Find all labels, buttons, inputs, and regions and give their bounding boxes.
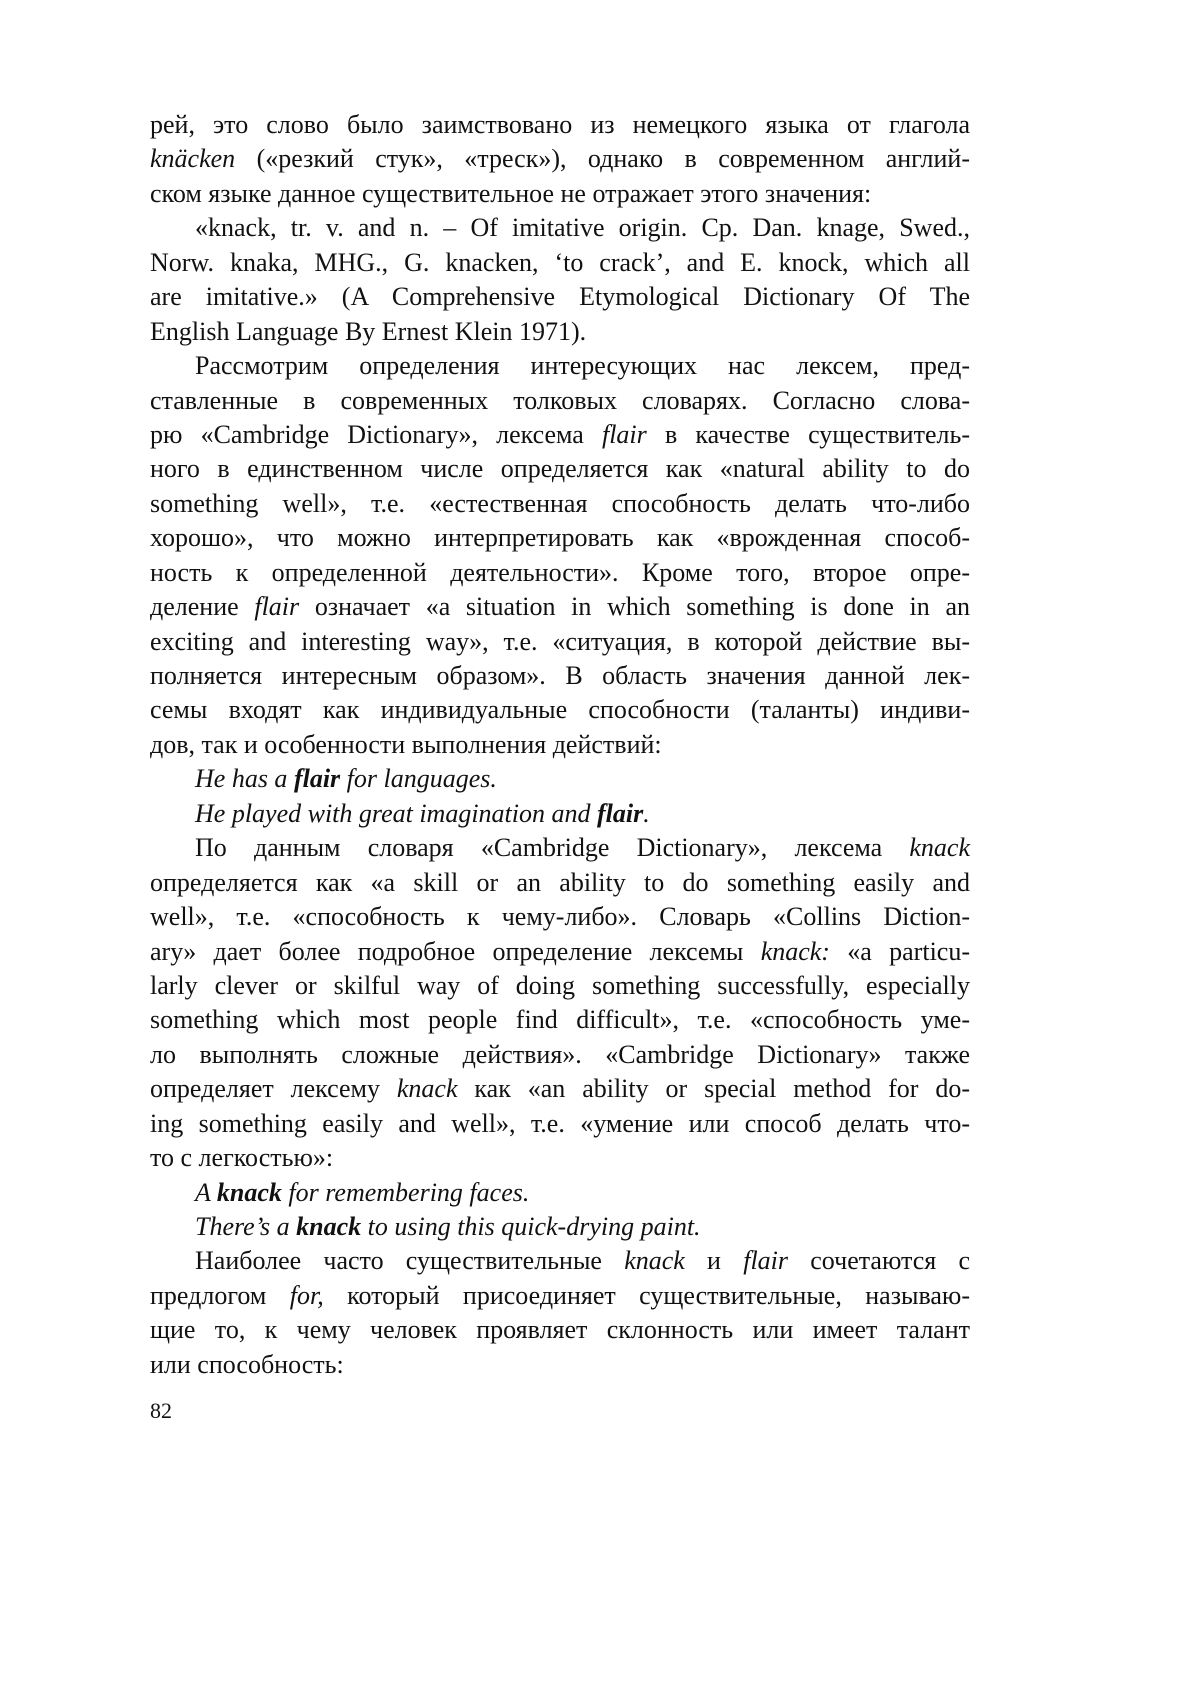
text-line xyxy=(150,831,970,865)
text-run: something which most people find difficult», т.е. «способность уме- xyxy=(150,1005,970,1034)
text-line xyxy=(150,1348,970,1382)
text-line xyxy=(150,693,970,727)
italic-text: knack: xyxy=(761,937,830,966)
text-line xyxy=(150,900,970,934)
text-line xyxy=(150,556,970,590)
text-line xyxy=(150,177,970,211)
italic-text: flair xyxy=(254,592,299,621)
body-text xyxy=(150,108,970,1382)
emphasized-term: flair xyxy=(294,764,340,793)
emphasized-term: knack xyxy=(296,1212,361,1241)
italic-text: for languages. xyxy=(340,764,497,793)
text-run: предлогом xyxy=(150,1281,290,1310)
text-run: полняется интересным образом». В область значения данной лек- xyxy=(150,661,970,690)
italic-text: . xyxy=(643,799,650,828)
italic-text: for remembering faces. xyxy=(282,1178,529,1207)
text-line xyxy=(150,349,970,383)
text-line xyxy=(150,1279,970,1313)
text-run: English Language By Ernest Klein 1971). xyxy=(150,317,586,346)
text-line xyxy=(150,1107,970,1141)
text-run: или способность: xyxy=(150,1350,344,1379)
italic-text: knack xyxy=(624,1246,685,1275)
text-line xyxy=(150,1072,970,1106)
italic-text: He has a xyxy=(195,764,294,793)
text-line xyxy=(150,762,970,796)
text-line xyxy=(150,797,970,831)
text-line xyxy=(150,1176,970,1210)
text-run: который присоединяет существительные, называю- xyxy=(324,1281,970,1310)
text-run: Рассмотрим определения интересующих нас лексем, пред- xyxy=(195,351,970,380)
text-line xyxy=(150,1038,970,1072)
italic-text: knack xyxy=(909,833,970,862)
text-line xyxy=(150,1244,970,1278)
text-run: ском языке данное существительное не отражает этого значения: xyxy=(150,179,871,208)
text-line xyxy=(150,1313,970,1347)
italic-text: knack xyxy=(397,1074,458,1103)
italic-text: for, xyxy=(290,1281,324,1310)
text-run: деление xyxy=(150,592,254,621)
emphasized-term: flair xyxy=(597,799,643,828)
text-line xyxy=(150,487,970,521)
text-run: well», т.е. «способность к чему-либо». Словарь «Collins Diction- xyxy=(150,902,970,931)
emphasized-term: knack xyxy=(217,1178,282,1207)
text-line xyxy=(150,935,970,969)
text-run: дов, так и особенности выполнения действий: xyxy=(150,730,662,759)
text-run: ary» дает более подробное определение лексемы xyxy=(150,937,761,966)
text-line xyxy=(150,625,970,659)
text-run: Norw. knaka, MHG., G. knacken, ‘to crack’, and E. knock, which all xyxy=(150,248,970,277)
text-line xyxy=(150,659,970,693)
italic-text: He played with great imagination and xyxy=(195,799,597,828)
italic-text: A xyxy=(195,1178,217,1207)
text-run: exciting and interesting way», т.е. «ситуация, в которой действие вы- xyxy=(150,627,970,656)
text-run: По данным словаря «Cambridge Dictionary», лексема xyxy=(195,833,909,862)
text-run: ставленные в современных толковых словарях. Согласно слова- xyxy=(150,386,970,415)
text-run: то с легкостью»: xyxy=(150,1143,333,1172)
text-line xyxy=(150,315,970,349)
text-run: хорошо», что можно интерпретировать как «врожденная способ- xyxy=(150,523,970,552)
text-line xyxy=(150,1003,970,1037)
italic-text: knäcken xyxy=(150,144,235,173)
text-run: семы входят как индивидуальные способности (таланты) индиви- xyxy=(150,695,970,724)
text-line xyxy=(150,728,970,762)
italic-text: flair xyxy=(743,1246,788,1275)
italic-text: There’s a xyxy=(195,1212,296,1241)
text-line xyxy=(150,246,970,280)
text-run: ing something easily and well», т.е. «умение или способ делать что- xyxy=(150,1109,970,1138)
text-run: are imitative.» (A Comprehensive Etymological Dictionary Of The xyxy=(150,282,970,311)
text-line xyxy=(150,1210,970,1244)
text-run: larly clever or skilful way of doing something successfully, especially xyxy=(150,971,970,1000)
text-line xyxy=(150,866,970,900)
text-line xyxy=(150,108,970,142)
page-number: 82 xyxy=(150,1398,172,1424)
text-line xyxy=(150,280,970,314)
text-line xyxy=(150,211,970,245)
text-line xyxy=(150,969,970,1003)
text-run: определяется как «a skill or an ability to do something easily and xyxy=(150,868,970,897)
text-run: ло выполнять сложные действия». «Cambridge Dictionary» также xyxy=(150,1040,970,1069)
text-run: ность к определенной деятельности». Кроме того, второе опре- xyxy=(150,558,970,587)
text-line xyxy=(150,142,970,176)
text-run: как «an ability or special method for do- xyxy=(458,1074,970,1103)
text-run: определяет лексему xyxy=(150,1074,397,1103)
text-run: something well», т.е. «естественная способность делать что-либо xyxy=(150,489,970,518)
text-run: и xyxy=(685,1246,743,1275)
text-line xyxy=(150,384,970,418)
text-run: Наиболее часто существительные xyxy=(195,1246,624,1275)
text-run: означает «a situation in which something is done in an xyxy=(299,592,970,621)
italic-text: to using this quick-drying paint. xyxy=(361,1212,700,1241)
text-line xyxy=(150,452,970,486)
text-run: рей, это слово было заимствовано из немецкого языка от глагола xyxy=(150,110,970,139)
text-line xyxy=(150,1141,970,1175)
text-line xyxy=(150,418,970,452)
text-line xyxy=(150,521,970,555)
text-line xyxy=(150,590,970,624)
text-run: ного в единственном числе определяется как «natural ability to do xyxy=(150,454,970,483)
text-run: в качестве существитель- xyxy=(647,420,970,449)
text-run: рю «Cambridge Dictionary», лексема xyxy=(150,420,602,449)
text-run: («резкий стук», «треск»), однако в современном англий- xyxy=(235,144,970,173)
text-run: сочетаются с xyxy=(788,1246,970,1275)
text-run: «knack, tr. v. and n. – Of imitative origin. Cp. Dan. knage, Swed., xyxy=(195,213,970,242)
text-run: «a particu- xyxy=(830,937,970,966)
text-run: щие то, к чему человек проявляет склонность или имеет талант xyxy=(150,1315,970,1344)
italic-text: flair xyxy=(602,420,647,449)
